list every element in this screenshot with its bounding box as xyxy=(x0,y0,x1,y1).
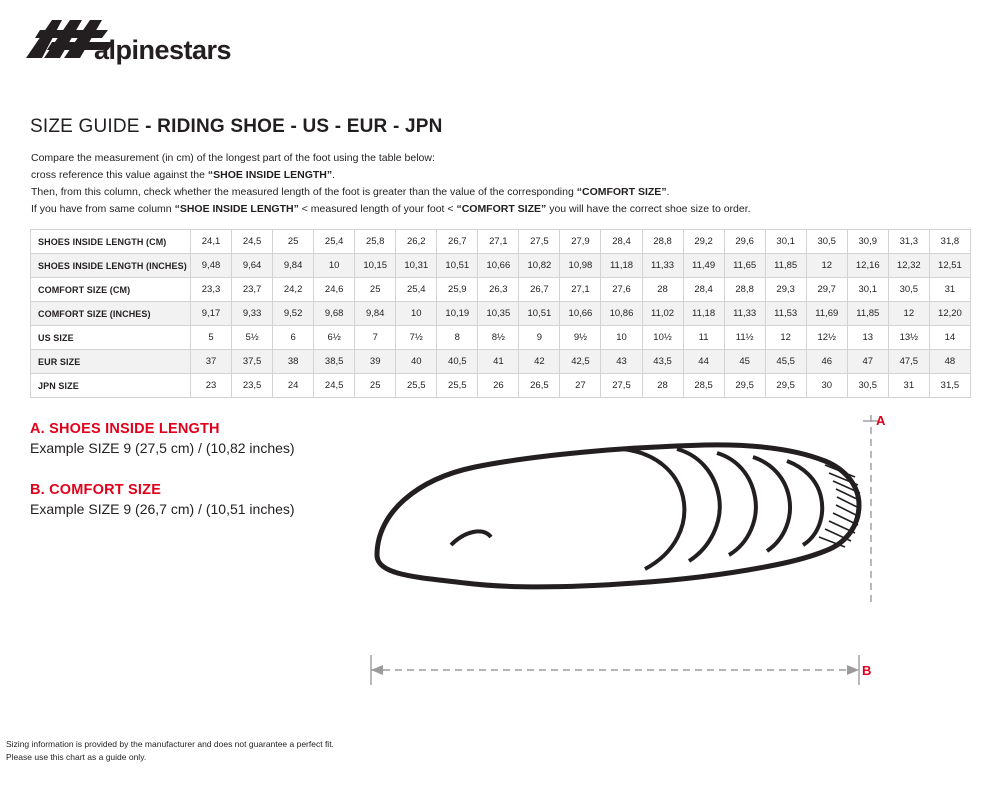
table-cell: 28 xyxy=(642,278,683,302)
intro-line-3-b: “COMFORT SIZE” xyxy=(576,186,667,198)
table-cell: 5½ xyxy=(232,326,273,350)
table-cell: 31,5 xyxy=(929,374,970,398)
table-cell: 12 xyxy=(806,254,847,278)
table-cell: 45 xyxy=(724,350,765,374)
table-cell: 12 xyxy=(765,326,806,350)
intro-line-4-c: < measured length of your foot < xyxy=(298,203,457,215)
table-cell: 48 xyxy=(929,350,970,374)
foot-diagram xyxy=(355,405,895,695)
table-cell: 8 xyxy=(437,326,478,350)
footer-line-2: Please use this chart as a guide only. xyxy=(6,752,147,762)
table-row xyxy=(31,278,971,302)
table-row-header: SHOES INSIDE LENGTH (INCHES) xyxy=(31,254,191,278)
table-cell: 26,2 xyxy=(396,230,437,254)
table-cell: 5 xyxy=(191,326,232,350)
table-cell: 45,5 xyxy=(765,350,806,374)
table-cell: 9,33 xyxy=(232,302,273,326)
table-row xyxy=(31,350,971,374)
size-table-wrapper xyxy=(30,229,971,398)
table-cell: 12,16 xyxy=(847,254,888,278)
intro-line-1 xyxy=(31,150,931,167)
table-row xyxy=(31,374,971,398)
table-row xyxy=(31,302,971,326)
table-cell: 11,02 xyxy=(642,302,683,326)
table-cell: 9 xyxy=(519,326,560,350)
table-cell: 25,9 xyxy=(437,278,478,302)
foot-illustration-icon xyxy=(355,405,895,695)
table-cell: 11,53 xyxy=(765,302,806,326)
table-cell: 11,85 xyxy=(847,302,888,326)
table-cell: 9,64 xyxy=(232,254,273,278)
table-cell: 10 xyxy=(601,326,642,350)
table-cell: 11,18 xyxy=(683,302,724,326)
table-cell: 42,5 xyxy=(560,350,601,374)
table-cell: 10,51 xyxy=(437,254,478,278)
table-row xyxy=(31,326,971,350)
table-cell: 7½ xyxy=(396,326,437,350)
table-cell: 12,51 xyxy=(929,254,970,278)
table-cell: 11 xyxy=(683,326,724,350)
table-cell: 10,98 xyxy=(560,254,601,278)
table-cell: 10,66 xyxy=(560,302,601,326)
table-cell: 11,18 xyxy=(601,254,642,278)
table-cell: 30 xyxy=(806,374,847,398)
table-cell: 47,5 xyxy=(888,350,929,374)
table-cell: 9,52 xyxy=(273,302,314,326)
table-cell: 11,33 xyxy=(724,302,765,326)
svg-text:alpinestars: alpinestars xyxy=(94,35,232,65)
table-cell: 30,5 xyxy=(888,278,929,302)
table-cell: 28,4 xyxy=(683,278,724,302)
table-cell: 9½ xyxy=(560,326,601,350)
table-cell: 9,84 xyxy=(355,302,396,326)
table-cell: 31,3 xyxy=(888,230,929,254)
table-cell: 7 xyxy=(355,326,396,350)
table-cell: 27,1 xyxy=(478,230,519,254)
table-cell: 13½ xyxy=(888,326,929,350)
table-cell: 10,66 xyxy=(478,254,519,278)
table-cell: 43 xyxy=(601,350,642,374)
table-cell: 28,8 xyxy=(724,278,765,302)
legend-block xyxy=(30,421,370,543)
table-cell: 37,5 xyxy=(232,350,273,374)
table-cell: 47 xyxy=(847,350,888,374)
brand-logo xyxy=(22,14,282,74)
table-cell: 9,68 xyxy=(314,302,355,326)
table-cell: 46 xyxy=(806,350,847,374)
table-cell: 14 xyxy=(929,326,970,350)
intro-line-4-b: “SHOE INSIDE LENGTH” xyxy=(174,203,299,215)
marker-b-label: B xyxy=(862,663,872,678)
table-cell: 28 xyxy=(642,374,683,398)
table-cell: 6½ xyxy=(314,326,355,350)
intro-line-2-b: “SHOE INSIDE LENGTH” xyxy=(207,169,333,181)
table-cell: 6 xyxy=(273,326,314,350)
table-cell: 12,20 xyxy=(929,302,970,326)
table-cell: 29,7 xyxy=(806,278,847,302)
table-cell: 10,51 xyxy=(519,302,560,326)
intro-line-4-d: “COMFORT SIZE” xyxy=(456,203,547,215)
table-cell: 10,86 xyxy=(601,302,642,326)
size-table xyxy=(30,229,971,398)
table-cell: 37 xyxy=(191,350,232,374)
table-row xyxy=(31,254,971,278)
legend-b-title: B. COMFORT SIZE xyxy=(30,482,162,498)
alpinestars-logo-icon xyxy=(22,14,282,74)
table-cell: 26,5 xyxy=(519,374,560,398)
table-cell: 29,6 xyxy=(724,230,765,254)
table-cell: 28,8 xyxy=(642,230,683,254)
table-cell: 38,5 xyxy=(314,350,355,374)
intro-line-4-a: If you have from same column xyxy=(31,203,175,215)
table-cell: 11,65 xyxy=(724,254,765,278)
table-cell: 24,5 xyxy=(232,230,273,254)
table-cell: 25,5 xyxy=(396,374,437,398)
table-cell: 23 xyxy=(191,374,232,398)
footer-line-1: Sizing information is provided by the manufacturer and does not guarantee a perfect fit. xyxy=(6,739,334,749)
table-cell: 11,49 xyxy=(683,254,724,278)
table-cell: 10,35 xyxy=(478,302,519,326)
table-row-header: COMFORT SIZE (INCHES) xyxy=(31,302,191,326)
table-cell: 24,1 xyxy=(191,230,232,254)
page-title xyxy=(30,116,443,138)
table-row-header: JPN SIZE xyxy=(31,374,191,398)
intro-text xyxy=(31,150,931,218)
table-cell: 40,5 xyxy=(437,350,478,374)
intro-line-1-text: Compare the measurement (in cm) of the longest part of the foot using the table below: xyxy=(31,152,435,164)
table-cell: 11,33 xyxy=(642,254,683,278)
intro-line-3-c: . xyxy=(666,186,670,198)
table-cell: 25,4 xyxy=(396,278,437,302)
table-cell: 29,5 xyxy=(765,374,806,398)
intro-line-3-a: Then, from this column, check whether the measured length of the foot is greater than the value of the corresponding xyxy=(31,186,577,198)
table-cell: 10,19 xyxy=(437,302,478,326)
table-cell: 12½ xyxy=(806,326,847,350)
table-cell: 30,1 xyxy=(765,230,806,254)
table-cell: 26,7 xyxy=(519,278,560,302)
intro-line-4 xyxy=(31,201,931,218)
table-cell: 38 xyxy=(273,350,314,374)
table-cell: 25,4 xyxy=(314,230,355,254)
table-cell: 10,82 xyxy=(519,254,560,278)
legend-b-text: Example SIZE 9 (26,7 cm) / (10,51 inches) xyxy=(30,501,295,517)
table-cell: 27,1 xyxy=(560,278,601,302)
table-cell: 29,5 xyxy=(724,374,765,398)
table-cell: 27,5 xyxy=(601,374,642,398)
table-cell: 12,32 xyxy=(888,254,929,278)
table-cell: 9,17 xyxy=(191,302,232,326)
table-cell: 28,4 xyxy=(601,230,642,254)
table-cell: 23,5 xyxy=(232,374,273,398)
intro-line-4-e: you will have the correct shoe size to order. xyxy=(546,203,751,215)
table-cell: 24,2 xyxy=(273,278,314,302)
table-cell: 11½ xyxy=(724,326,765,350)
table-cell: 44 xyxy=(683,350,724,374)
table-cell: 27,5 xyxy=(519,230,560,254)
table-cell: 31,8 xyxy=(929,230,970,254)
table-cell: 13 xyxy=(847,326,888,350)
table-cell: 27 xyxy=(560,374,601,398)
table-row-header: EUR SIZE xyxy=(31,350,191,374)
page-title-prefix: SIZE GUIDE xyxy=(30,116,140,137)
table-cell: 30,1 xyxy=(847,278,888,302)
table-cell: 9,84 xyxy=(273,254,314,278)
table-cell: 27,9 xyxy=(560,230,601,254)
table-row-header: COMFORT SIZE (CM) xyxy=(31,278,191,302)
table-cell: 23,7 xyxy=(232,278,273,302)
table-cell: 10 xyxy=(314,254,355,278)
table-cell: 41 xyxy=(478,350,519,374)
intro-line-2-a: cross reference this value against the xyxy=(31,169,208,181)
table-cell: 39 xyxy=(355,350,396,374)
table-cell: 23,3 xyxy=(191,278,232,302)
table-cell: 42 xyxy=(519,350,560,374)
table-cell: 26,7 xyxy=(437,230,478,254)
legend-a-title: A. SHOES INSIDE LENGTH xyxy=(30,421,220,437)
table-cell: 29,2 xyxy=(683,230,724,254)
table-cell: 29,3 xyxy=(765,278,806,302)
intro-line-2-c: . xyxy=(332,169,336,181)
table-cell: 30,5 xyxy=(847,374,888,398)
table-cell: 26 xyxy=(478,374,519,398)
table-cell: 25 xyxy=(355,278,396,302)
table-cell: 24,6 xyxy=(314,278,355,302)
legend-a-text: Example SIZE 9 (27,5 cm) / (10,82 inches) xyxy=(30,440,295,456)
table-cell: 28,5 xyxy=(683,374,724,398)
table-cell: 31 xyxy=(929,278,970,302)
marker-a-label: A xyxy=(876,413,886,428)
table-cell: 25,8 xyxy=(355,230,396,254)
table-cell: 40 xyxy=(396,350,437,374)
table-cell: 10,31 xyxy=(396,254,437,278)
table-cell: 11,85 xyxy=(765,254,806,278)
table-cell: 25,5 xyxy=(437,374,478,398)
table-cell: 9,48 xyxy=(191,254,232,278)
table-cell: 31 xyxy=(888,374,929,398)
table-cell: 27,6 xyxy=(601,278,642,302)
table-cell: 10½ xyxy=(642,326,683,350)
page-title-rest: - RIDING SHOE - US - EUR - JPN xyxy=(145,116,443,137)
table-cell: 30,5 xyxy=(806,230,847,254)
table-cell: 43,5 xyxy=(642,350,683,374)
table-cell: 12 xyxy=(888,302,929,326)
table-row xyxy=(31,230,971,254)
table-row-header: US SIZE xyxy=(31,326,191,350)
table-cell: 11,69 xyxy=(806,302,847,326)
table-cell: 24 xyxy=(273,374,314,398)
table-cell: 10 xyxy=(396,302,437,326)
table-cell: 25 xyxy=(355,374,396,398)
table-cell: 26,3 xyxy=(478,278,519,302)
intro-line-3 xyxy=(31,184,931,201)
table-cell: 25 xyxy=(273,230,314,254)
table-cell: 10,15 xyxy=(355,254,396,278)
footer-note xyxy=(6,738,334,764)
table-cell: 24,5 xyxy=(314,374,355,398)
table-cell: 8½ xyxy=(478,326,519,350)
table-cell: 30,9 xyxy=(847,230,888,254)
table-row-header: SHOES INSIDE LENGTH (CM) xyxy=(31,230,191,254)
intro-line-2 xyxy=(31,167,931,184)
